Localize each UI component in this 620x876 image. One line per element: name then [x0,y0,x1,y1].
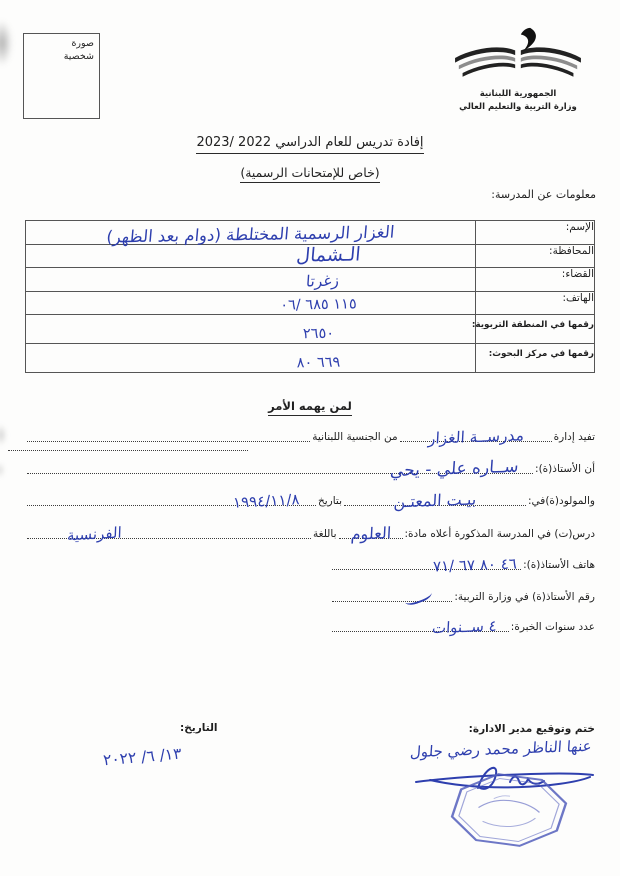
row-district-value-handwriting: زغرتا [305,270,340,291]
date-label: التاريخ: [180,722,218,734]
photo-placeholder-box [23,33,100,119]
scan-smudge [0,20,12,66]
teacher-name-handwriting: ســاره علي - يحي [389,456,520,482]
statement-line-ministry-number: رقم الأستاذ(ة) في وزارة التربية: [330,589,595,605]
row-phone-value-handwriting: ٠٦/ ٦٨٥ ١١٥ [280,296,357,314]
row-research-center-value-handwriting: ٨٠ ٦٦٩ [296,354,341,372]
table-row-research-center-number [26,344,595,373]
birthplace-handwriting: بيـت المعتـن [393,489,477,512]
document-subtitle: (خاص للإمتحانات الرسمية) [240,165,379,183]
ministry-logo [434,26,602,114]
row-governorate-value-handwriting: الـشمال [295,243,362,267]
statement-line-administration: تفيد إدارة مدرســة الغزار من الجنسية اللبنانية [25,429,595,445]
scan-smudge [0,462,5,478]
row-edu-zone-value-handwriting: ٢٦٥٠ [302,325,335,343]
row-name-label: الإسم: [476,221,595,245]
dotted-leader [8,446,248,451]
table-row-phone [26,291,595,315]
row-phone-label: الهاتف: [476,291,595,315]
row-name-value-handwriting: الغزار الرسمية المختلطة (دوام بعد الظهر) [105,221,396,247]
table-row-edu-zone-number [26,315,595,344]
table-row-district [26,268,595,292]
statement-line-teacher-phone: هاتف الأستاذ(ة): ٧١/ ٦٧ ٨٠ ٤٦ [330,557,595,573]
school-year: 2023/ 2022 [196,135,272,150]
statement-line-subject: درس(ت) في المدرسة المذكورة أعلاه مادة: العلوم باللغة الفرنسية [25,526,595,542]
dash-mark-handwriting [403,587,433,608]
row-edu-zone-label: رقمها في المنطقة التربوية: [476,315,595,344]
row-district-label: القضاء: [476,268,595,292]
row-research-center-label: رقمها في مركز البحوث: [476,344,595,373]
language-handwriting: الفرنسية [66,523,123,545]
to-whom-heading: لمن يهمه الأمر [268,399,352,416]
date-handwriting: ٢٠٢٢ /٦ /١٣ [102,744,183,770]
birthdate-handwriting: ١٩٩٤/١١/٨ [233,490,301,512]
row-governorate-label: المحافظة: [476,244,595,268]
school-name-handwriting: مدرســة الغزار [427,426,525,448]
stamp-signature-label: ختم وتوقيع مدير الادارة: [468,723,595,735]
logo-text-republic: الجمهورية اللبنانية [479,89,557,99]
subject-handwriting: العلوم [349,523,392,544]
experience-years-handwriting: ٤ ســنوات [431,616,498,638]
statement-line-experience: عدد سنوات الخبرة: ٤ ســنوات [330,619,595,635]
photo-box-label-line1: صورة [71,38,94,49]
statement-line-birth: والمولود(ة)في: بيـت المعتـن بتاريخ ١٩٩٤/١١/٨ [25,493,595,509]
school-info-heading: معلومات عن المدرسة: [491,188,596,201]
photo-box-label-line2: شخصية [63,51,94,63]
logo-text-ministry: وزارة التربية والتعليم العالي [459,102,577,113]
table-row-governorate [26,244,595,268]
statement-line-teacher-name: أن الأستاذ(ة): ســاره علي - يحي [25,461,595,477]
teacher-phone-handwriting: ٧١/ ٦٧ ٨٠ ٤٦ [433,554,518,576]
principal-name-handwriting: عنها الناظر محمد رضي جلول [409,736,593,762]
official-stamp-icon [448,763,570,861]
school-info-table [25,220,595,373]
document-title: إفادة تدريس للعام الدراسي 2023/ 2022 [196,135,423,154]
scan-smudge [0,424,7,446]
open-book-flame-icon [434,26,602,88]
